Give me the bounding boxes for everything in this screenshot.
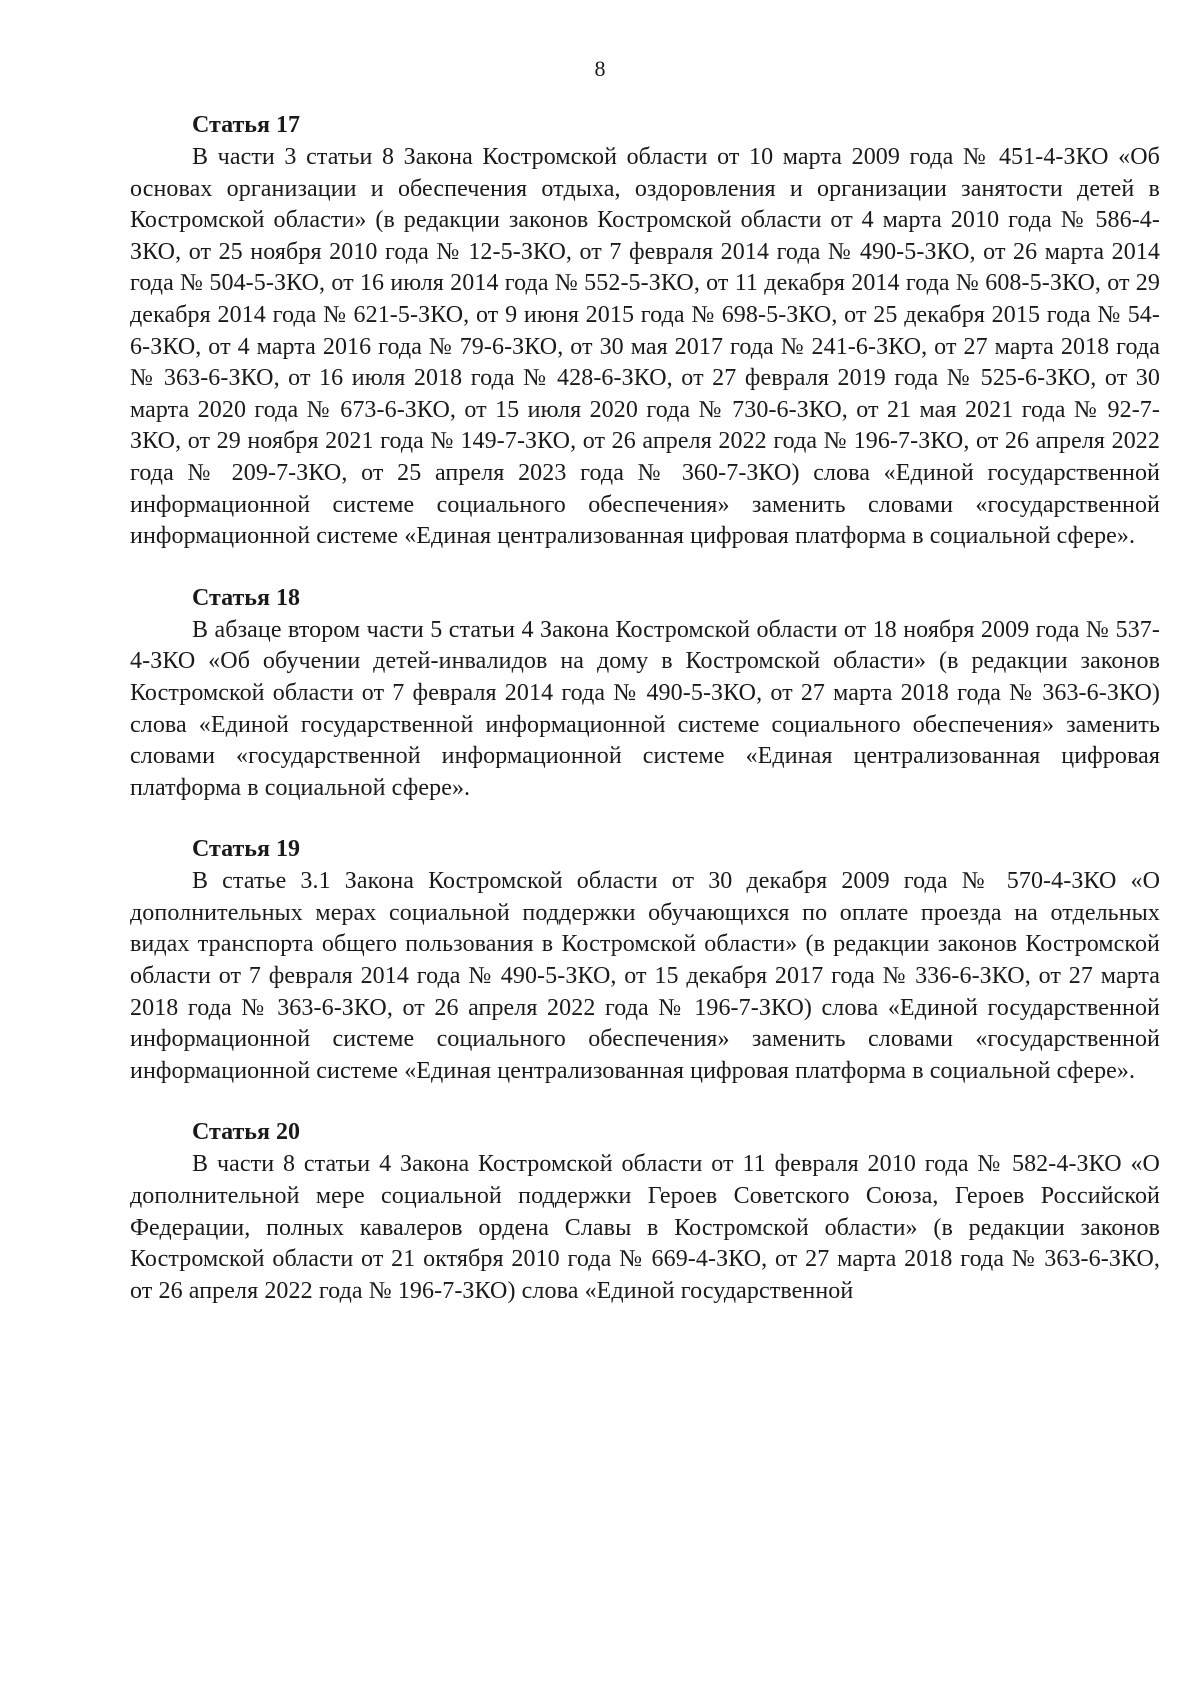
article-18 [130,583,1160,805]
article-text: В статье 3.1 Закона Костромской области от 30 декабря 2009 года № 570-4-ЗКО «О дополнительных мерах социальной поддержки обучающихся по оплате проезда на отдельных видах транспорта общего пользования в Костромской области» (в редакции законов Костромской области от 7 февраля 2014 года № 490-5-ЗКО, от 15 декабря 2017 года № 336-6-ЗКО, от 27 марта 2018 года № 363-6-ЗКО, от 26 апреля 2022 года № 196-7-ЗКО) слова «Единой государственной информационной системе социального обеспечения» заменить словами «государственной информационной системе «Единая централизованная цифровая платформа в социальной сфере». [130,868,1160,1084]
article-heading: Статья 18 [192,584,300,611]
page-number: 8 [594,56,606,81]
article-19 [130,834,1160,1087]
document-body [130,110,1160,1307]
article-heading: Статья 20 [192,1119,300,1146]
article-text: В абзаце втором части 5 статьи 4 Закона Костромской области от 18 ноября 2009 года № 537-4-ЗКО «Об обучении детей-инвалидов на дому в Костромской области» (в редакции законов Костромской области от 7 февраля 2014 года № 490-5-ЗКО, от 27 марта 2018 года № 363-6-ЗКО) слова «Единой государственной информационной системе социального обеспечения» заменить словами «государственной информационной системе «Единая централизованная цифровая платформа в социальной сфере». [130,616,1160,801]
article-heading: Статья 17 [192,112,300,138]
article-20 [130,1117,1160,1307]
article-heading: Статья 19 [192,836,300,863]
article-17 [130,110,1160,553]
article-text: В части 3 статьи 8 Закона Костромской области от 10 марта 2009 года № 451-4-ЗКО «Об основах организации и обеспечения отдыха, оздоровления и организации занятости детей в Костромской области» (в редакции законов Костромской области от 4 марта 2010 года № 586-4-ЗКО, от 25 ноября 2010 года № 12-5-ЗКО, от 7 февраля 2014 года № 490-5-ЗКО, от 26 марта 2014 года № 504-5-ЗКО, от 16 июля 2014 года № 552-5-ЗКО, от 11 декабря 2014 года № 608-5-ЗКО, от 29 декабря 2014 года № 621-5-ЗКО, от 9 июня 2015 года № 698-5-ЗКО, от 25 декабря 2015 года № 54-6-ЗКО, от 4 марта 2016 года № 79-6-ЗКО, от 30 мая 2017 года № 241-6-ЗКО, от 27 марта 2018 года № 363-6-ЗКО, от 16 июля 2018 года № 428-6-ЗКО, от 27 февраля 2019 года № 525-6-ЗКО, от 30 марта 2020 года № 673-6-ЗКО, от 15 июля 2020 года № 730-6-ЗКО, от 21 мая 2021 года № 92-7-ЗКО, от 29 ноября 2021 года № 149-7-ЗКО, от 26 апреля 2022 года № 196-7-ЗКО, от 26 апреля 2022 года № 209-7-ЗКО, от 25 апреля 2023 года № 360-7-ЗКО) слова «Единой государственной информационной системе социального обеспечения» заменить словами «государственной информационной системе «Единая централизованная цифровая платформа в социальной сфере». [130,144,1160,550]
article-text: В части 8 статьи 4 Закона Костромской области от 11 февраля 2010 года № 582-4-ЗКО «О дополнительной мере социальной поддержки Героев Советского Союза, Героев Российской Федерации, полных кавалеров ордена Славы в Костромской области» (в редакции законов Костромской области от 21 октября 2010 года № 669-4-ЗКО, от 27 марта 2018 года № 363-6-ЗКО, от 26 апреля 2022 года № 196-7-ЗКО) слова «Единой государственной [130,1151,1160,1304]
